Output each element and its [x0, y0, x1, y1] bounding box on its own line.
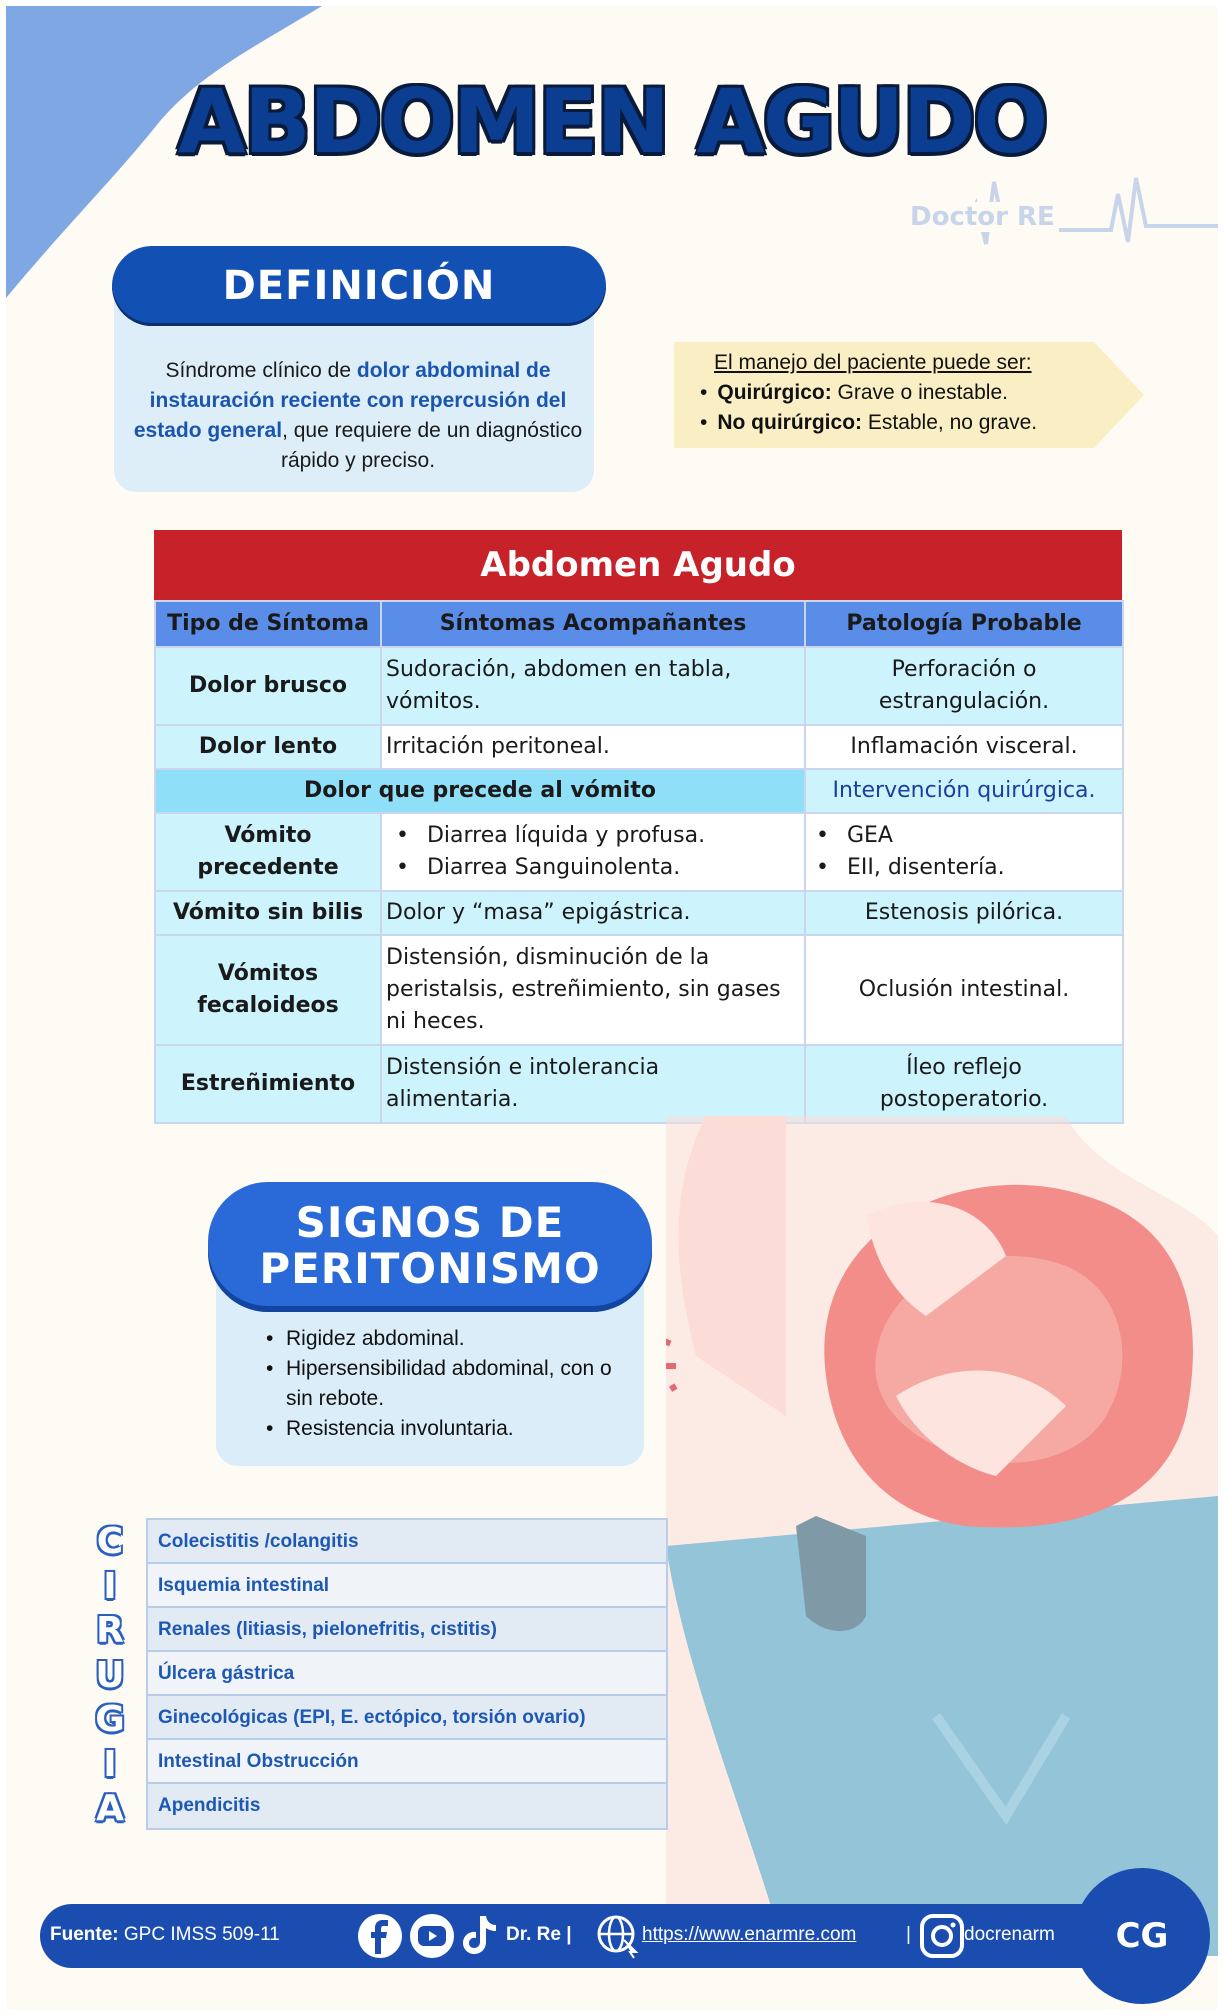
cell-pat: Inflamación visceral.: [805, 725, 1123, 769]
cell-acomp: Sudoración, abdomen en tabla, vómitos.: [381, 647, 805, 725]
list-item: Intestinal Obstrucción: [148, 1740, 666, 1784]
cell-acomp: Distensión, disminución de la peristalsis, estreñimiento, sin gases ni heces.: [381, 935, 805, 1045]
list-item: • Hipersensibilidad abdominal, con o sin rebote.: [258, 1354, 638, 1414]
symptoms-table: [154, 530, 1122, 1124]
definition-text: Síndrome clínico de dolor abdominal de instauración reciente con repercusión del estado general, que requiere de un diagnóstico rápido y preciso.: [133, 359, 583, 472]
signos-list: [258, 1324, 638, 1444]
facebook-icon[interactable]: [356, 1912, 404, 1960]
cell-tipo: Vómito precedente: [155, 813, 381, 891]
list-item: • Resistencia involuntaria.: [258, 1414, 638, 1444]
manejo-heading: El manejo del paciente puede ser:: [714, 351, 1032, 374]
table-header-row: [155, 601, 1123, 647]
infographic-page: [6, 6, 1218, 2010]
cell-pat: Íleo reflejo postoperatorio.: [805, 1045, 1123, 1123]
table-row: [155, 891, 1123, 935]
cell-acomp: Dolor y “masa” epigástrica.: [381, 891, 805, 935]
list-item: • GEA: [816, 820, 1122, 852]
website-link[interactable]: https://www.enarmre.com: [642, 1924, 857, 1945]
cell-pat: Oclusión intestinal.: [805, 935, 1123, 1045]
table-row: [155, 1045, 1123, 1123]
column-header: Síntomas Acompañantes: [381, 601, 805, 647]
globe-icon: [596, 1912, 640, 1960]
list-item: Colecistitis /colangitis: [148, 1520, 666, 1564]
list-item: • Rigidez abdominal.: [258, 1324, 638, 1354]
footer-source: Fuente: GPC IMSS 509-11: [50, 1924, 280, 1945]
instagram-handle[interactable]: docrenarm: [964, 1924, 1055, 1945]
column-header: Tipo de Síntoma: [155, 601, 381, 647]
cell-tipo: Dolor lento: [155, 725, 381, 769]
table-row: [155, 647, 1123, 725]
tiktok-icon[interactable]: [458, 1912, 502, 1960]
footer-dr: Dr. Re |: [506, 1924, 572, 1945]
cell-pat: Estenosis pilórica.: [805, 891, 1123, 935]
cirugia-vertical-label: C I R U G I A: [95, 1521, 125, 1829]
manejo-note: [696, 348, 1037, 438]
brand-logo-text: Doctor RE: [906, 202, 1059, 232]
list-item: • EII, disentería.: [816, 852, 1122, 884]
manejo-item: • Quirúrgico: Grave o inestable.: [700, 378, 1037, 408]
cell-acomp: Irritación peritoneal.: [381, 725, 805, 769]
cell-acomp: Distensión e intolerancia alimentaria.: [381, 1045, 805, 1123]
footer-separator: |: [906, 1924, 911, 1945]
cell-tipo: Dolor brusco: [155, 647, 381, 725]
list-item: Isquemia intestinal: [148, 1564, 666, 1608]
table-title: Abdomen Agudo: [154, 530, 1122, 600]
cell-acomp: [381, 813, 805, 891]
list-item: Ginecológicas (EPI, E. ectópico, torsión ovario): [148, 1696, 666, 1740]
cell-tipo: Estreñimiento: [155, 1045, 381, 1123]
column-header: Patología Probable: [805, 601, 1123, 647]
list-item: Úlcera gástrica: [148, 1652, 666, 1696]
cell-span: Dolor que precede al vómito: [155, 769, 805, 813]
table-row: [155, 769, 1123, 813]
list-item: Renales (litiasis, pielonefritis, cistitis): [148, 1608, 666, 1652]
cell-pat: Perforación o estrangulación.: [805, 647, 1123, 725]
definition-heading: DEFINICIÓN: [112, 246, 606, 326]
cg-badge: CG: [1074, 1868, 1210, 2004]
table-row: [155, 725, 1123, 769]
manejo-item: • No quirúrgico: Estable, no grave.: [700, 408, 1037, 438]
list-item: • Diarrea Sanguinolenta.: [396, 852, 804, 884]
instagram-icon[interactable]: [918, 1912, 966, 1960]
list-item: • Diarrea líquida y profusa.: [396, 820, 804, 852]
cell-pat: [805, 813, 1123, 891]
abdomen-illustration: [666, 1116, 1218, 1956]
list-item: Apendicitis: [148, 1784, 666, 1828]
page-title: ABDOMEN AGUDO: [177, 70, 1047, 173]
table-row: [155, 935, 1123, 1045]
cell-tipo: Vómitos fecaloideos: [155, 935, 381, 1045]
cell-tipo: Vómito sin bilis: [155, 891, 381, 935]
signos-heading: SIGNOS DE PERITONISMO: [208, 1182, 652, 1312]
cirugia-list: [146, 1518, 668, 1830]
youtube-icon[interactable]: [408, 1912, 456, 1960]
cell-pat: Intervención quirúrgica.: [805, 769, 1123, 813]
table-row: [155, 813, 1123, 891]
